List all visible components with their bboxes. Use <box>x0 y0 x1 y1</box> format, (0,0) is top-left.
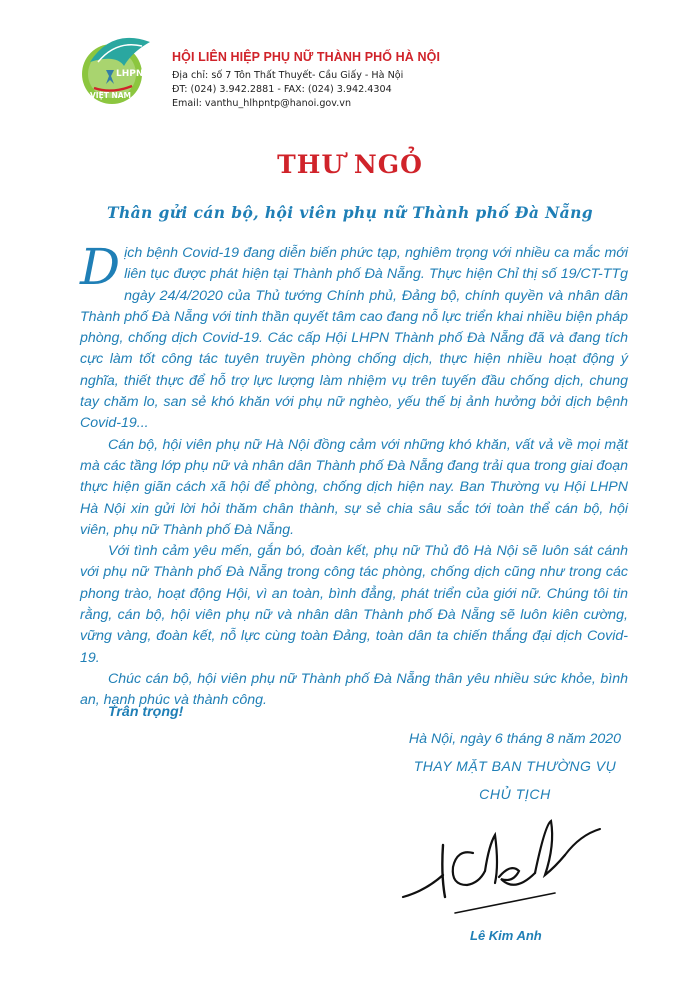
letterhead <box>70 30 670 120</box>
svg-text:VIỆT NAM: VIỆT NAM <box>90 91 131 100</box>
letter-greeting: Thân gửi cán bộ, hội viên phụ nữ Thành phố Đà Nẵng <box>107 203 593 222</box>
signer-name: Lê Kim Anh <box>470 928 542 943</box>
signatory-role: THAY MẶT BAN THƯỜNG VỤ <box>413 758 617 774</box>
drop-cap: D <box>80 238 121 296</box>
organization-address: Địa chỉ: số 7 Tôn Thất Thuyết- Cầu Giấy - Hà Nội <box>172 70 404 81</box>
organization-name: HỘI LIÊN HIỆP PHỤ NỮ THÀNH PHỐ HÀ NỘI <box>172 50 441 64</box>
paragraph-4: Chúc cán bộ, hội viên phụ nữ Thành phố Đà Nẵng thân yêu nhiều sức khỏe, bình an, hạnh phúc và thành công. <box>80 670 628 709</box>
paragraph-1-text: ịch bệnh Covid-19 đang diễn biến phức tạp, nghiêm trọng với nhiều ca mắc mới liên tục được phát hiện tại Thành phố Đà Nẵng. Thực hiện Chỉ thị số 19/CT-TTg ngày 24/4/2020 của Thủ tướng Chính phủ, Đảng bộ, chính quyền và nhân dân Thành phố Đà Nẵng với tinh thần quyết tâm cao đang nỗ lực triển khai nhiều biện pháp phòng, chống dịch Covid-19. Các cấp Hội LHPN Thành phố Đà Nẵng đã và đang tích cực làm tốt công tác tuyên truyền phòng chống dịch, thực hiện nhiều hoạt động ý nghĩa, thiết thực để hỗ trợ lực lượng làm nhiệm vụ trên tuyến đầu chống dịch, chung tay chăm lo, san sẻ khó khăn với phụ nữ nghèo, yếu thế bị ảnh hưởng bởi dịch bệnh Covid-19... <box>80 245 628 432</box>
letter-title: THƯ NGỎ <box>277 150 423 179</box>
organization-logo <box>76 32 156 112</box>
handwritten-signature <box>395 805 615 925</box>
closing-phrase: Trân trọng! <box>108 704 184 720</box>
organization-info <box>172 50 440 109</box>
organization-email: Email: vanthu_hlhpntp@hanoi.gov.vn <box>172 98 352 109</box>
signatory-title: CHỦ TỊCH <box>479 786 551 802</box>
organization-phone: ĐT: (024) 3.942.2881 - FAX: (024) 3.942.4304 <box>172 84 392 95</box>
paragraph-1 <box>80 238 628 435</box>
date-line: Hà Nội, ngày 6 tháng 8 năm 2020 <box>408 731 622 747</box>
paragraph-3: Với tình cảm yêu mến, gắn bó, đoàn kết, phụ nữ Thủ đô Hà Nội sẽ luôn sát cánh với phụ nữ Thành phố Đà Nẵng trong công tác phòng, chống dịch cũng như trong các phong trào, hoạt động Hội, vì an toàn, bình đẳng, phát triển của giới nữ. Chúng tôi tin rằng, cán bộ, hội viên phụ nữ và nhân dân Thành phố Đà Nẵng sẽ luôn kiên cường, vững vàng, đoàn kết, nỗ lực cùng toàn Đảng, toàn dân ta chiến thắng đại dịch Covid-19. <box>80 543 628 666</box>
paragraph-2: Cán bộ, hội viên phụ nữ Hà Nội đồng cảm với những khó khăn, vất vả về mọi mặt mà các tầng lớp phụ nữ và nhân dân Thành phố Đà Nẵng đang trải qua trong giai đoạn thực hiện giãn cách xã hội để phòng, chống dịch hiện nay. Ban Thường vụ Hội LHPN Hà Nội xin gửi lời hỏi thăm chân thành, sự sẻ chia sâu sắc tới toàn thể cán bộ, hội viên, phụ nữ Thành phố Đà Nẵng. <box>80 436 628 538</box>
svg-text:LHPN: LHPN <box>116 69 144 79</box>
letter-body <box>80 238 628 712</box>
